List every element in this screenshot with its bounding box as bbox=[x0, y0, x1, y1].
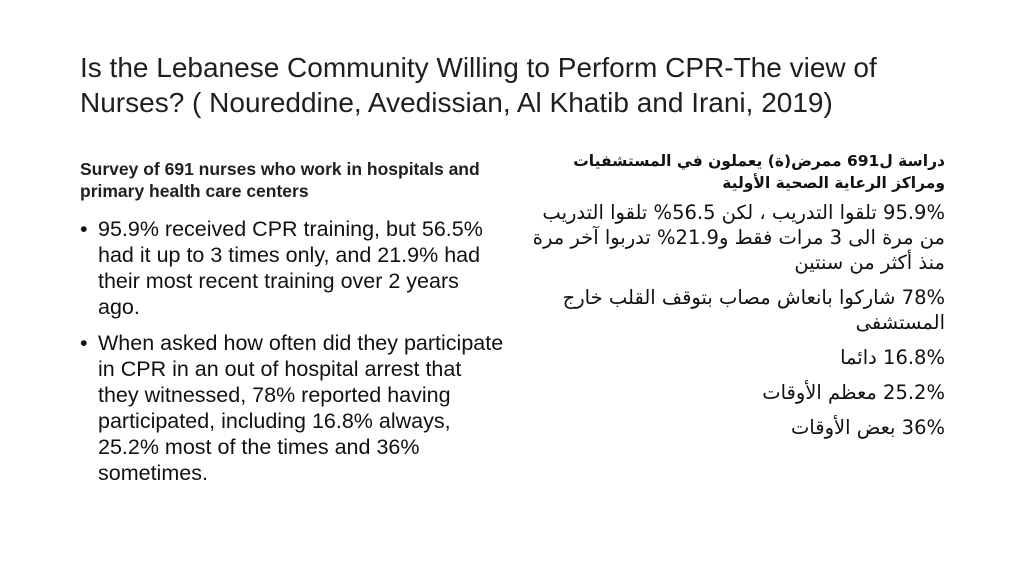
arabic-paragraph-sometimes: 36% بعض الأوقات bbox=[790, 416, 945, 439]
english-bullet-list bbox=[80, 216, 505, 486]
bullet-item-training bbox=[80, 216, 505, 320]
arabic-heading: دراسة ل691 ممرض(ة) يعملون في المستشفيات ومراكز الرعاية الصحية الأولية bbox=[573, 152, 945, 192]
bullet-text-participation: When asked how often did they participate in CPR in an out of hospital arrest that they witnessed, 78% reported having participated, including 16.8% always, 25.2% most of the times and 36% sometimes. bbox=[98, 331, 504, 485]
arabic-paragraph-most-times: 25.2% معظم الأوقات bbox=[762, 381, 945, 404]
slide-title: Is the Lebanese Community Willing to Perform CPR-The view of Nurses? ( Noureddine, Avedissian, Al Khatib and Irani, 2019) bbox=[80, 52, 877, 118]
bullet-text-training: 95.9% received CPR training, but 56.5% had it up to 3 times only, and 21.9% had their most recent training over 2 years ago. bbox=[98, 217, 483, 319]
bullet-item-participation bbox=[80, 330, 505, 486]
bullet-icon: • bbox=[80, 331, 88, 355]
arabic-paragraph-always: 16.8% دائما bbox=[840, 346, 945, 369]
english-column bbox=[80, 158, 505, 496]
arabic-paragraph-participation: 78% شاركوا بانعاش مصاب بتوقف القلب خارج المستشفى bbox=[562, 286, 945, 334]
english-heading: Survey of 691 nurses who work in hospitals and primary health care centers bbox=[80, 159, 480, 201]
bullet-icon: • bbox=[80, 217, 88, 241]
arabic-column bbox=[520, 150, 945, 450]
arabic-paragraph-training: 95.9% تلقوا التدريب ، لكن 56.5% تلقوا التدريب من مرة الى 3 مرات فقط و21.9% تدربوا آخر مرة منذ أكثر من سنتين bbox=[532, 201, 945, 274]
